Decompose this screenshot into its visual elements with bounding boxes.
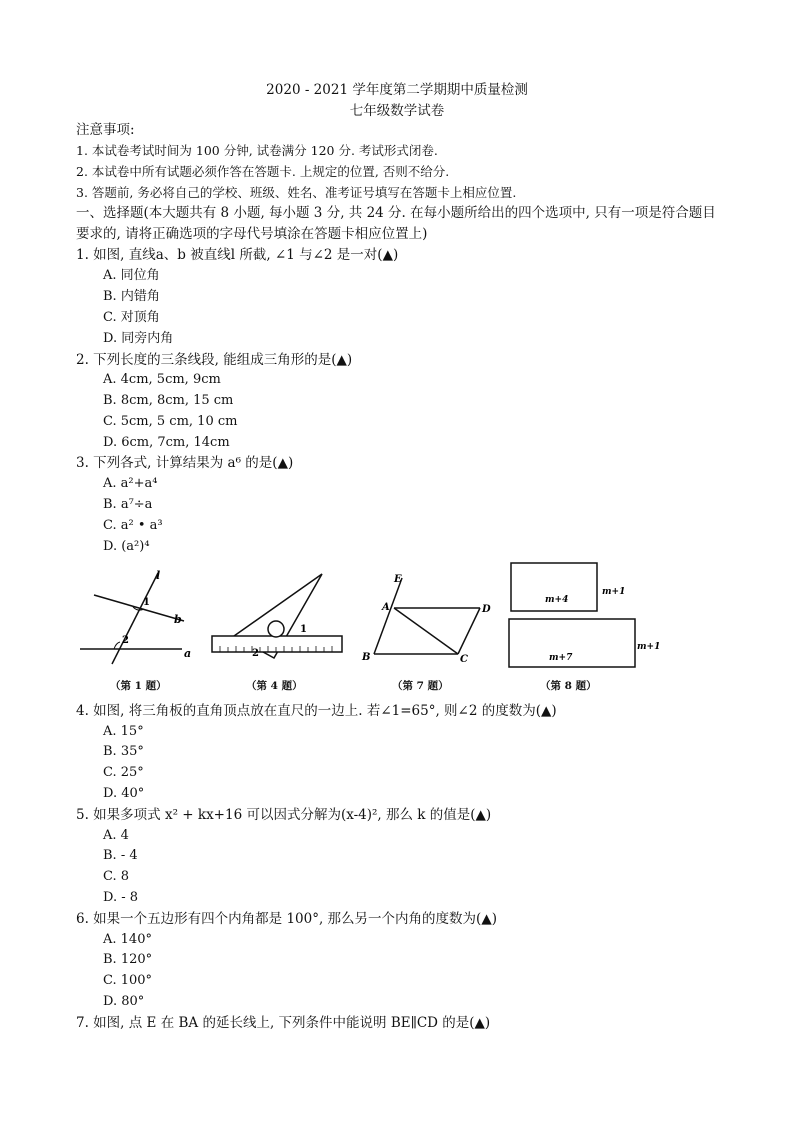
question-option: B. a⁷÷a [103, 497, 153, 512]
question-option: D. 同旁内角 [103, 331, 174, 346]
question-option: D. 40° [103, 786, 145, 801]
fig8-label: m+4 [545, 595, 569, 605]
fig1-label: b [174, 613, 182, 626]
question-option: C. 8 [103, 869, 130, 884]
question-stem: 3. 下列各式, 计算结果为 a⁶ 的是(▲) [76, 455, 294, 471]
figure-caption: （第 7 题） [392, 680, 449, 692]
figure-q4 [208, 566, 348, 666]
fig4-label: 2 [252, 648, 259, 659]
question-option: A. 4 [103, 828, 129, 843]
fig8-label: m+1 [637, 642, 661, 652]
question-option: C. a² • a³ [103, 518, 163, 533]
exam-title: 2020 - 2021 学年度第二学期期中质量检测 [266, 82, 528, 98]
question-stem: 2. 下列长度的三条线段, 能组成三角形的是(▲) [76, 352, 353, 368]
figure-q8 [505, 560, 675, 670]
figure-q7 [360, 570, 500, 665]
fig1-label: a [184, 647, 192, 660]
question-option: D. - 8 [103, 890, 139, 905]
question-option: A. 同位角 [103, 268, 160, 283]
notice-item: 1. 本试卷考试时间为 100 分钟, 试卷满分 120 分. 考试形式闭卷. [76, 143, 438, 158]
question-option: A. 15° [103, 724, 144, 739]
exam-subtitle: 七年级数学试卷 [349, 103, 445, 119]
fig1-label: 1 [143, 597, 150, 608]
question-option: A. 4cm, 5cm, 9cm [103, 372, 221, 387]
question-option: B. 8cm, 8cm, 15 cm [103, 393, 234, 408]
question-option: A. 140° [103, 932, 152, 947]
fig7-label: B [362, 652, 371, 663]
notice-heading: 注意事项: [76, 122, 135, 138]
figure-q1 [78, 565, 198, 665]
question-stem: 4. 如图, 将三角板的直角顶点放在直尺的一边上. 若∠1=65°, 则∠2 的度数为(▲) [76, 703, 557, 719]
fig7-label: E [394, 574, 402, 585]
fig7-label: A [382, 602, 390, 613]
figure-caption: （第 4 题） [246, 680, 303, 692]
figure-caption: （第 8 题） [540, 680, 597, 692]
figure-caption: （第 1 题） [110, 680, 167, 692]
fig1-label: 2 [122, 635, 129, 646]
question-option: C. 5cm, 5 cm, 10 cm [103, 414, 238, 429]
section-instruction: 一、选择题(本大题共有 8 小题, 每小题 3 分, 共 24 分. 在每小题所给出的四个选项中, 只有一项是符合题目要求的, 请将正确选项的字母代号填涂在答题卡相应位置上) [76, 205, 716, 242]
question-option: A. a²+a⁴ [103, 476, 158, 491]
question-option: B. 35° [103, 744, 144, 759]
question-option: D. 80° [103, 994, 145, 1009]
question-stem: 7. 如图, 点 E 在 BA 的延长线上, 下列条件中能说明 BE∥CD 的是(▲) [76, 1015, 491, 1031]
question-option: C. 25° [103, 765, 144, 780]
question-stem: 6. 如果一个五边形有四个内角都是 100°, 那么另一个内角的度数为(▲) [76, 911, 497, 927]
notice-item: 3. 答题前, 务必将自己的学校、班级、姓名、准考证号填写在答题卡上相应位置. [76, 185, 517, 200]
question-stem: 5. 如果多项式 x² + kx+16 可以因式分解为(x-4)², 那么 k 的值是(▲) [76, 807, 492, 823]
fig4-label: 1 [300, 624, 307, 635]
fig7-label: D [482, 604, 491, 615]
question-option: B. - 4 [103, 848, 138, 863]
question-option: C. 100° [103, 973, 153, 988]
question-stem: 1. 如图, 直线a、b 被直线l 所截, ∠1 与∠2 是一对(▲) [76, 247, 399, 263]
question-option: C. 对顶角 [103, 310, 160, 325]
notice-item: 2. 本试卷中所有试题必须作答在答题卡. 上规定的位置, 否则不给分. [76, 164, 450, 179]
fig8-label: m+7 [549, 653, 573, 663]
fig7-label: C [460, 654, 468, 665]
fig8-label: m+1 [602, 587, 626, 597]
question-option: B. 120° [103, 952, 153, 967]
question-option: D. (a²)⁴ [103, 539, 150, 554]
question-option: D. 6cm, 7cm, 14cm [103, 435, 230, 450]
question-option: B. 内错角 [103, 289, 160, 304]
fig1-label: l [156, 569, 161, 582]
